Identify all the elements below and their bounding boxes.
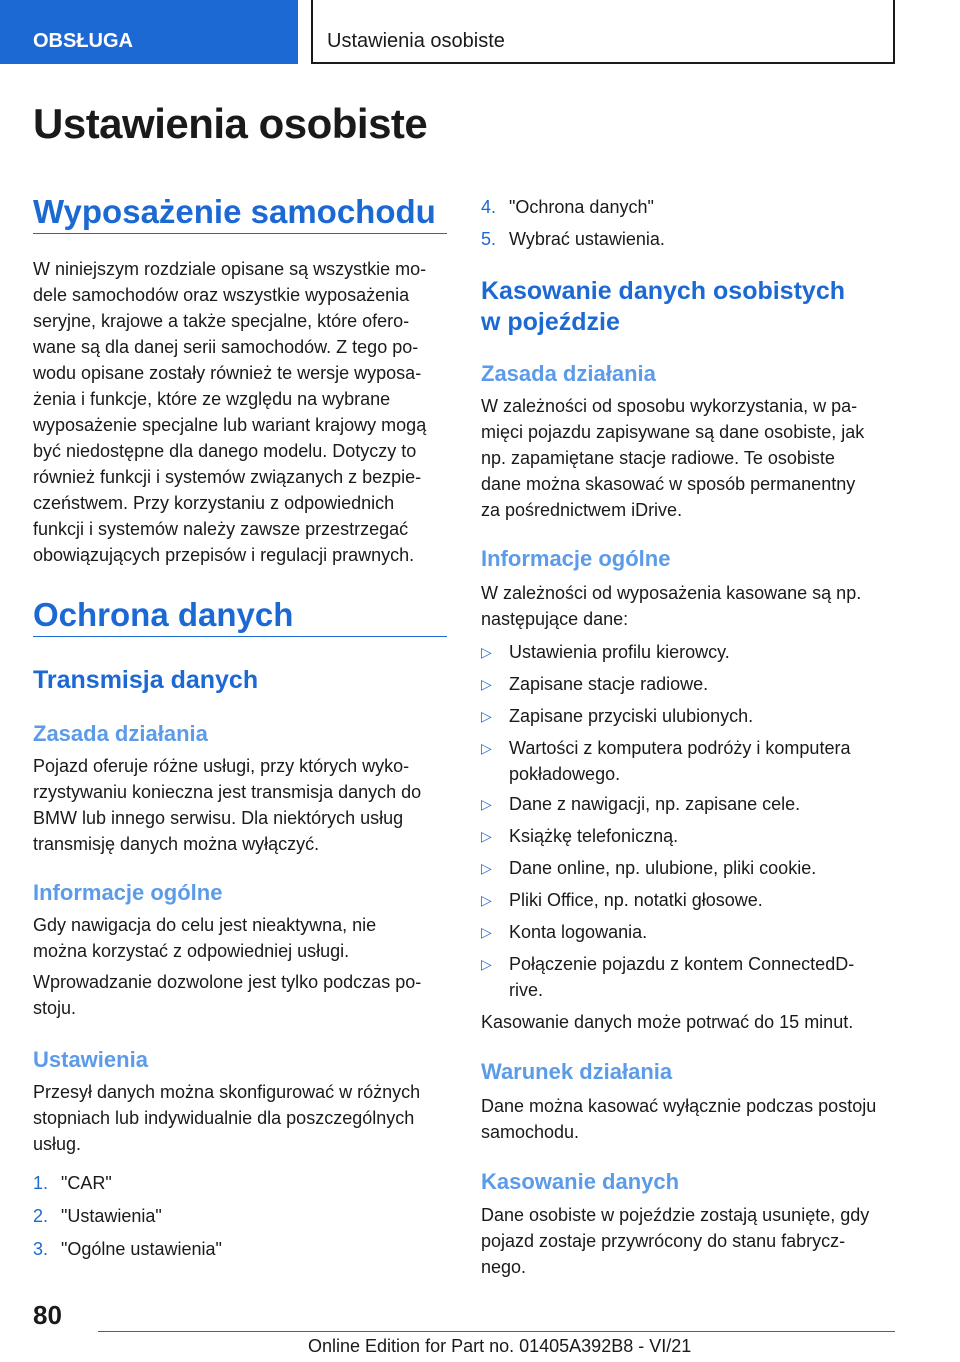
step-number: 4. <box>481 197 497 217</box>
deletion-duration: Kasowanie danych może potrwać do 15 minut. <box>481 1012 854 1032</box>
triangle-bullet-icon: ▷ <box>481 860 492 876</box>
footer-rule <box>98 1331 895 1332</box>
chapter-header: Ustawienia osobiste <box>311 0 895 64</box>
transmission-principle-text: Pojazd oferuje różne usługi, przy których wyko‐ rzystywaniu konieczna jest transmisja danych do BMW lub innego serwisu. Dla niektórych usług transmisję danych można wyłączyć. <box>33 756 422 854</box>
heading-rule <box>33 233 447 234</box>
triangle-bullet-icon: ▷ <box>481 892 492 908</box>
condition-text: Dane można kasować wyłącznie podczas postoju samochodu. <box>481 1096 877 1142</box>
step-text: "Ogólne ustawienia" <box>61 1239 222 1259</box>
deletion-principle-text: W zależności od sposobu wykorzystania, w pa‐ mięci pojazdu zapisywane są dane osobiste, jak np. zapamiętane stacje radiowe. Te osobiste dane można skasować w sposób permanentny za pośrednictwem iDrive. <box>481 396 865 520</box>
triangle-bullet-icon: ▷ <box>481 828 492 844</box>
page-number: 80 <box>33 1300 62 1330</box>
transmission-general-heading: Informacje ogólne <box>33 880 223 905</box>
equipment-heading: Wyposażenie samochodu <box>33 193 436 230</box>
triangle-bullet-icon: ▷ <box>481 708 492 724</box>
page-title: Ustawienia osobiste <box>33 100 428 147</box>
transmission-general-text-2: Wprowadzanie dozwolone jest tylko podczas po‐ stoju. <box>33 972 422 1018</box>
deletion-principle-heading: Zasada działania <box>481 361 656 386</box>
footer-edition: Online Edition for Part no. 01405A392B8 - VI/21 <box>308 1336 692 1356</box>
condition-heading: Warunek działania <box>481 1059 673 1084</box>
step-number: 2. <box>33 1206 49 1226</box>
section-tab: OBSŁUGA <box>0 0 298 64</box>
deletion-heading: Kasowanie danych osobistych w pojeździe <box>481 277 845 336</box>
delete-data-text: Dane osobiste w pojeździe zostają usunięte, gdy pojazd zostaje przywrócony do stanu fabrycz‐ nego. <box>481 1205 870 1277</box>
triangle-bullet-icon: ▷ <box>481 796 492 812</box>
triangle-bullet-icon: ▷ <box>481 956 492 972</box>
triangle-bullet-icon: ▷ <box>481 740 492 756</box>
transmission-heading: Transmisja danych <box>33 666 259 694</box>
step-number: 5. <box>481 229 497 249</box>
settings-text: Przesył danych można skonfigurować w różnych stopniach lub indywidualnie dla poszczególnych usług. <box>33 1082 421 1154</box>
settings-heading: Ustawienia <box>33 1047 148 1072</box>
deletion-general-heading: Informacje ogólne <box>481 546 671 571</box>
triangle-bullet-icon: ▷ <box>481 924 492 940</box>
transmission-general-text: Gdy nawigacja do celu jest nieaktywna, nie można korzystać z odpowiedniej usługi. <box>33 915 377 961</box>
triangle-bullet-icon: ▷ <box>481 644 492 660</box>
step-number: 1. <box>33 1173 49 1193</box>
triangle-bullet-icon: ▷ <box>481 676 492 692</box>
equipment-paragraph: W niniejszym rozdziale opisane są wszystkie mo‐ dele samochodów oraz wszystkie wyposażenia seryjne, krajowe a także specjalne, które ofero‐ wane są dla danej serii samochodów. Z tego po‐ wodu opisane zostały również te wersje wyposa‐ żenia i funkcje, które ze względu na wybrane wyposażenie specjalne lub wariant krajowy mogą być niedostępne dla danego modelu. Dotyczy to również funkcji i systemów związanych z bezpie‐ czeństwem. Przy korzystaniu z odpowiednich funkcji i systemów należy zawsze przestrzegać obowiązujących przepisów i regulacji prawnych. <box>33 259 427 565</box>
step-text: "CAR" <box>61 1173 112 1193</box>
delete-data-heading: Kasowanie danych <box>481 1169 680 1194</box>
privacy-heading: Ochrona danych <box>33 596 294 633</box>
step-text: "Ustawienia" <box>61 1206 162 1226</box>
transmission-principle-heading: Zasada działania <box>33 721 208 746</box>
step-text: "Ochrona danych" <box>509 197 654 217</box>
step-text: Wybrać ustawienia. <box>509 229 665 249</box>
step-number: 3. <box>33 1239 49 1259</box>
deletion-general-text: W zależności od wyposażenia kasowane są np. następujące dane: <box>481 583 862 629</box>
heading-rule <box>33 636 447 637</box>
